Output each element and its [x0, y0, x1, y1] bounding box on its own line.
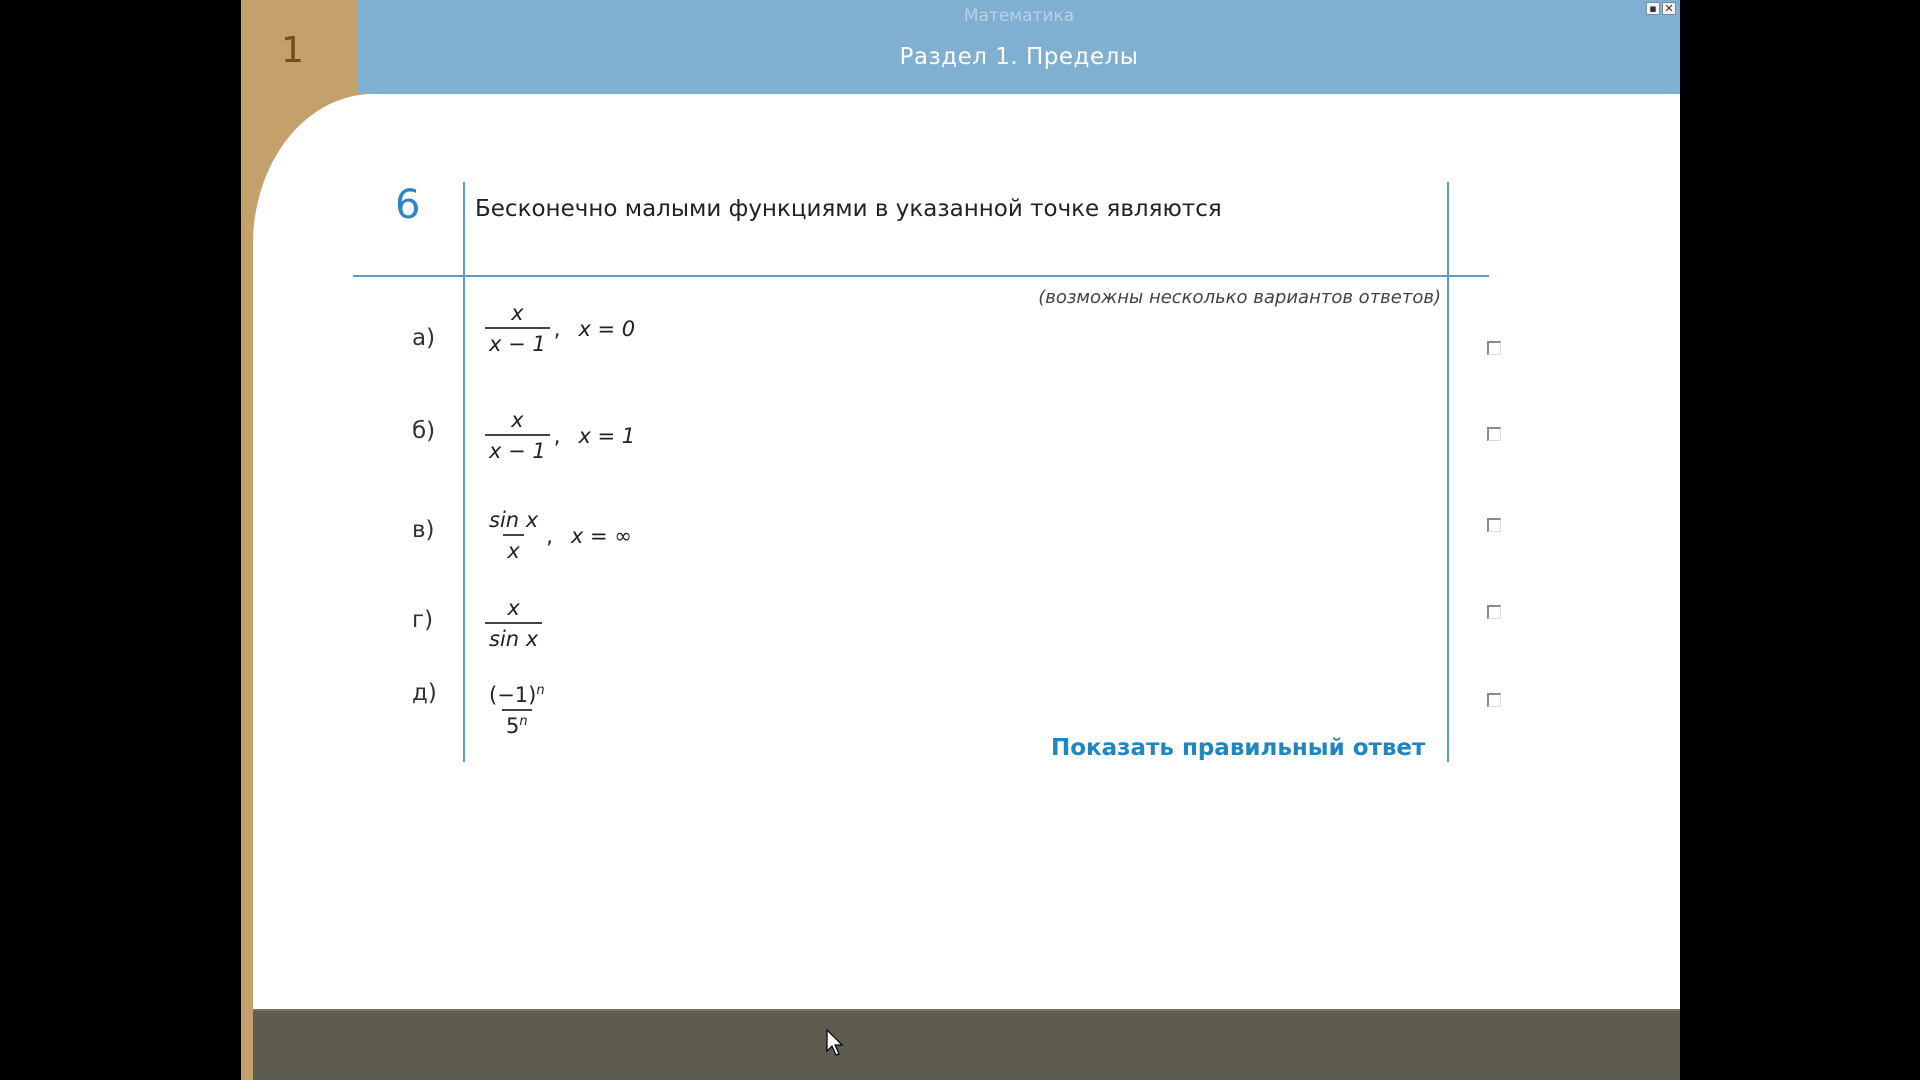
- window-controls: [1646, 2, 1676, 15]
- fraction-denominator: sin x: [485, 622, 542, 651]
- section-title: Раздел 1. Пределы: [899, 44, 1139, 70]
- question-divider-horizontal: [353, 275, 1489, 277]
- numerator-exponent: n: [536, 683, 545, 698]
- fraction-numerator: x: [511, 301, 524, 325]
- minimize-icon[interactable]: ▪: [1646, 2, 1660, 15]
- comma: ,: [546, 523, 553, 548]
- fraction: [485, 596, 542, 651]
- content-area: [253, 94, 1680, 1009]
- option-label: а): [412, 325, 436, 351]
- fraction-numerator: [485, 683, 549, 709]
- fraction: [485, 408, 550, 463]
- app-window: [241, 0, 1680, 1080]
- fraction-denominator: x: [503, 534, 523, 563]
- question-text: Бесконечно малыми функциями в указанной точке являются: [475, 196, 1222, 222]
- fraction-denominator: x − 1: [485, 327, 550, 356]
- option-checkbox[interactable]: [1487, 341, 1501, 355]
- option-formula: [485, 408, 635, 463]
- question-divider-right: [1447, 182, 1449, 762]
- option-checkbox[interactable]: [1487, 693, 1501, 707]
- option-checkbox[interactable]: [1487, 427, 1501, 441]
- option-formula: [485, 508, 632, 563]
- comma: ,: [553, 423, 561, 448]
- option-label: б): [412, 418, 436, 444]
- option-condition: x = 0: [578, 316, 636, 341]
- fraction-numerator: x: [511, 408, 524, 432]
- fraction: [485, 683, 549, 738]
- question-hint: (возможны несколько вариантов ответов): [1038, 287, 1441, 308]
- footer-bar: [253, 1009, 1680, 1080]
- fraction-numerator: sin x: [489, 508, 539, 532]
- numerator-base: (−1): [489, 683, 537, 707]
- comma: ,: [553, 316, 561, 341]
- mouse-cursor-icon: [826, 1029, 844, 1057]
- option-label: в): [412, 517, 435, 543]
- fraction-denominator: x − 1: [485, 434, 550, 463]
- option-checkbox[interactable]: [1487, 518, 1501, 532]
- denominator-base: 5: [505, 714, 520, 738]
- option-formula: [485, 683, 549, 738]
- fraction-denominator: [502, 709, 532, 738]
- close-icon[interactable]: ✕: [1662, 2, 1676, 15]
- question-number: 6: [395, 182, 421, 228]
- fraction-numerator: x: [507, 596, 520, 620]
- option-condition: x = ∞: [570, 523, 632, 548]
- question-divider-left: [463, 182, 465, 762]
- option-condition: x = 1: [578, 423, 636, 448]
- page-number: 1: [281, 30, 304, 71]
- option-formula: [485, 596, 542, 651]
- option-checkbox[interactable]: [1487, 605, 1501, 619]
- app-name: Математика: [963, 6, 1075, 26]
- show-answer-link[interactable]: Показать правильный ответ: [1051, 735, 1426, 761]
- option-label: д): [412, 680, 437, 706]
- header-bar: [358, 0, 1680, 94]
- fraction: [485, 301, 550, 356]
- option-label: г): [412, 607, 434, 633]
- fraction: [485, 508, 542, 563]
- option-formula: [485, 301, 635, 356]
- denominator-exponent: n: [519, 714, 528, 729]
